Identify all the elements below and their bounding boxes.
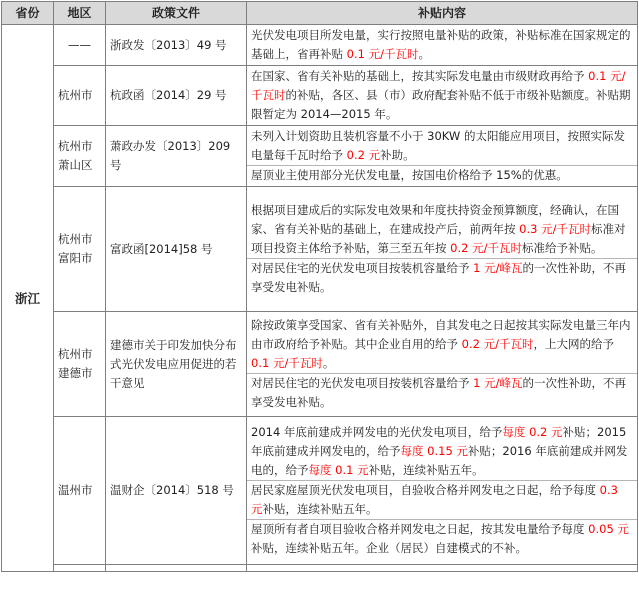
content-paragraph	[247, 165, 637, 185]
content-text: 补贴，连续补贴五年。企业（居民）自建模式的不补。	[251, 541, 527, 555]
content-paragraph	[247, 127, 637, 165]
content-text: 。	[322, 356, 335, 370]
region-cell: 杭州市	[54, 66, 106, 126]
content-text: ，上大网的给予	[533, 337, 614, 351]
content-text: 补贴，连续补贴五年。	[368, 463, 484, 477]
table-row	[2, 417, 638, 565]
content-cell	[247, 66, 638, 126]
table-row	[2, 66, 638, 126]
region-cell: 杭州市建德市	[54, 312, 106, 417]
content-text: 根据项目建成后的实际发电效果和年度扶持资金预算额度，经确认，在国家、省有关补贴的基础上，在建成投产后，前两年按	[251, 203, 619, 236]
content-cell	[247, 126, 638, 187]
content-text: 的一次性补助，不再享受发电补贴。	[251, 376, 627, 409]
content-text: 在国家、省有关补贴的基础上，按其实际发电量由市级财政再给予	[251, 69, 589, 83]
content-paragraph	[247, 258, 637, 297]
content-text: 标准对项目投资主体给予补贴，第三至五年按	[251, 222, 626, 255]
table-row	[2, 187, 638, 312]
content-cell	[247, 25, 638, 66]
policy-cell: 富政函[2014]58 号	[106, 187, 247, 312]
content-text: 屋顶所有者自项目验收合格并网发电之日起，按其发电量给予每度	[251, 522, 589, 536]
subsidy-rate-highlight: 0.1 元/千瓦时	[251, 69, 626, 102]
province-cell: 浙江	[2, 25, 54, 572]
subsidy-rate-highlight: 0.2 元	[346, 148, 381, 162]
subsidy-rate-highlight: 1 元/峰瓦	[473, 376, 523, 390]
region-cell: ——	[54, 25, 106, 66]
policy-cell: 建德市关于印发加快分布式光伏发电应用促进的若干意见	[106, 312, 247, 417]
header-content: 补贴内容	[247, 2, 638, 25]
policy-cell: 浙政发〔2013〕49 号	[106, 25, 247, 66]
policy-cell: 温财企〔2014〕518 号	[106, 417, 247, 565]
content-paragraph	[247, 316, 637, 373]
subsidy-rate-highlight: 0.2 元/千瓦时	[461, 337, 534, 351]
header-region: 地区	[54, 2, 106, 25]
header-province: 省份	[2, 2, 54, 25]
content-paragraph	[247, 373, 637, 412]
table-row-partial	[2, 565, 638, 572]
content-text: 补贴；2015 年底前建成并网发电的，给予	[251, 425, 627, 458]
content-paragraph	[247, 423, 637, 480]
table-row	[2, 126, 638, 187]
content-paragraph	[247, 26, 637, 64]
empty-cell	[54, 565, 106, 572]
subsidy-rate-highlight: 0.05 元	[588, 522, 629, 536]
subsidy-rate-highlight: 每度 0.2 元	[502, 425, 563, 439]
content-paragraph	[247, 519, 637, 558]
content-cell	[247, 312, 638, 417]
content-paragraph	[247, 480, 637, 519]
subsidy-rate-highlight: 0.3 元	[251, 483, 618, 516]
subsidy-rate-highlight: 0.1 元/千瓦时	[346, 47, 419, 61]
content-text: 未列入计划资助且装机容量不小于 30KW 的太阳能应用项目，按照实际发电量每千瓦时给予	[251, 129, 625, 162]
content-text: 屋顶业主使用部分光伏发电量，按国电价格给予 15%的优惠。	[251, 168, 568, 182]
content-text: 。	[418, 47, 430, 61]
content-text: 对居民住宅的光伏发电项目按装机容量给予	[251, 261, 474, 275]
header-row	[2, 2, 638, 25]
policy-cell: 萧政办发〔2013〕209 号	[106, 126, 247, 187]
content-paragraph	[247, 201, 637, 258]
content-text: 2014 年底前建成并网发电的光伏发电项目，给予	[251, 425, 503, 439]
content-text: 对居民住宅的光伏发电项目按装机容量给予	[251, 376, 474, 390]
header-policy: 政策文件	[106, 2, 247, 25]
policy-cell: 杭政函〔2014〕29 号	[106, 66, 247, 126]
content-text: 标准给予补贴。	[521, 241, 603, 255]
subsidy-rate-highlight: 每度 0.15 元	[400, 444, 468, 458]
subsidy-table	[1, 1, 638, 572]
content-text: 光伏发电项目所发电量，实行按照电量补贴的政策，补贴标准在国家规定的基础上，省再补贴	[251, 28, 631, 61]
content-text: 居民家庭屋顶光伏发电项目，自验收合格并网发电之日起，给予每度	[251, 483, 600, 497]
subsidy-rate-highlight: 0.2 元/千瓦时	[450, 241, 522, 255]
content-cell	[247, 417, 638, 565]
region-cell: 杭州市富阳市	[54, 187, 106, 312]
content-text: 的一次性补助，不再享受发电补贴。	[251, 261, 627, 294]
empty-cell	[106, 565, 247, 572]
region-cell: 杭州市萧山区	[54, 126, 106, 187]
subsidy-rate-highlight: 每度 0.1 元	[308, 463, 369, 477]
table-row	[2, 312, 638, 417]
content-cell	[247, 187, 638, 312]
subsidy-rate-highlight: 0.1 元/千瓦时	[251, 356, 323, 370]
content-text: 补助。	[380, 148, 415, 162]
table-body	[2, 25, 638, 572]
subsidy-rate-highlight: 1 元/峰瓦	[473, 261, 523, 275]
empty-cell	[247, 565, 638, 572]
content-text: 补贴；2016 年底前建成并网发电的，给予	[251, 444, 628, 477]
table-row	[2, 25, 638, 66]
subsidy-rate-highlight: 0.3 元/千瓦时	[519, 222, 591, 236]
content-text: 补贴，连续补贴五年。	[262, 502, 378, 516]
region-cell: 温州市	[54, 417, 106, 565]
content-paragraph	[247, 67, 637, 124]
content-text: 的补贴，各区、县（市）政府配套补贴不低于市级补贴额度。补贴期限暂定为 2014—2015 年。	[251, 88, 631, 121]
content-text: 除按政策享受国家、省有关补贴外，自其发电之日起按其实际发电量三年内由市政府给予补贴。其中企业自用的给予	[251, 318, 631, 351]
